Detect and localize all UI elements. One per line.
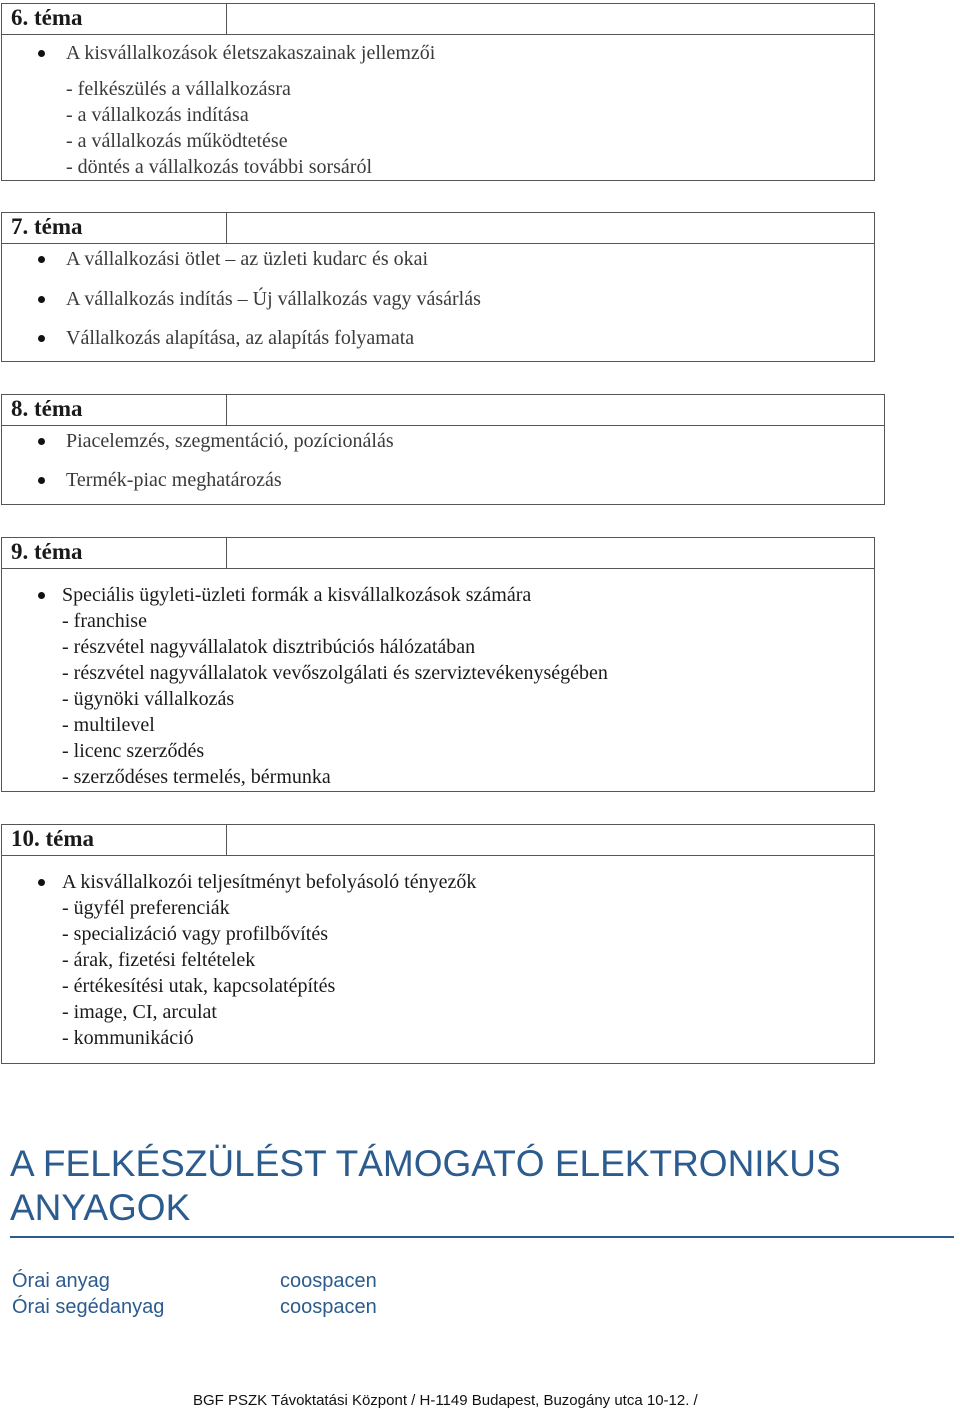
topic-6-item-2: - a vállalkozás indítása (66, 104, 249, 126)
topic-9-bullet-1: Speciális ügyleti-üzleti formák a kisvállalkozások számára (62, 584, 532, 606)
topic-header (1, 824, 227, 856)
bullet-icon (38, 879, 45, 886)
topic-6-header: 6. téma (11, 5, 83, 30)
topic-6-item-1: - felkészülés a vállalkozásra (66, 78, 291, 100)
topic-9-item-1: - franchise (62, 610, 147, 632)
bullet-icon (38, 438, 45, 445)
topic-10-item-6: - kommunikáció (62, 1027, 194, 1049)
bullet-icon (38, 592, 45, 599)
topic-9-box (1, 537, 875, 792)
topic-9-item-3: - részvétel nagyvállalatok vevőszolgálati és szerviztevékenységében (62, 662, 608, 684)
topic-7-bullet-1: A vállalkozási ötlet – az üzleti kudarc és okai (66, 248, 429, 270)
topic-header (1, 537, 227, 569)
topic-header (1, 394, 227, 426)
topic-9-item-4: - ügynöki vállalkozás (62, 688, 235, 710)
page-footer: BGF PSZK Távoktatási Központ / H-1149 Budapest, Buzogány utca 10-12. / (193, 1392, 698, 1409)
topic-9-item-7: - szerződéses termelés, bérmunka (62, 766, 331, 788)
bullet-icon (38, 335, 45, 342)
material-link-1[interactable]: coospacen (280, 1270, 377, 1292)
divider (226, 243, 874, 244)
material-name-1: Órai anyag (12, 1270, 110, 1292)
divider (226, 425, 884, 426)
topic-7-bullet-3: Vállalkozás alapítása, az alapítás folyamata (66, 327, 415, 349)
bullet-icon (38, 296, 45, 303)
material-name-2: Órai segédanyag (12, 1296, 165, 1318)
topic-header (1, 3, 227, 35)
topic-header (1, 212, 227, 244)
bullet-icon (38, 50, 45, 57)
topic-9-item-6: - licenc szerződés (62, 740, 205, 762)
topic-10-item-5: - image, CI, arculat (62, 1001, 217, 1023)
topic-7-bullet-2: A vállalkozás indítás – Új vállalkozás vagy vásárlás (66, 288, 481, 310)
topic-6-item-4: - döntés a vállalkozás további sorsáról (66, 156, 373, 178)
bullet-icon (38, 256, 45, 263)
topic-10-header: 10. téma (11, 826, 95, 851)
topic-9-header: 9. téma (11, 539, 83, 564)
topic-10-item-2: - specializáció vagy profilbővítés (62, 923, 329, 945)
topic-7-box (1, 212, 875, 362)
topic-10-item-4: - értékesítési utak, kapcsolatépítés (62, 975, 336, 997)
material-link-2[interactable]: coospacen (280, 1296, 377, 1318)
heading-rule (10, 1236, 954, 1238)
topic-8-header: 8. téma (11, 396, 83, 421)
topic-10-box (1, 824, 875, 1064)
materials-heading-line-2: ANYAGOK (10, 1187, 191, 1228)
topic-9-item-5: - multilevel (62, 714, 155, 736)
materials-heading-line-1: A FELKÉSZÜLÉST TÁMOGATÓ ELEKTRONIKUS (10, 1143, 841, 1184)
topic-6-bullet-1: A kisvállalkozások életszakaszainak jellemzői (66, 42, 436, 64)
topic-10-item-3: - árak, fizetési feltételek (62, 949, 256, 971)
topic-8-bullet-2: Termék-piac meghatározás (66, 469, 282, 491)
topic-6-box (1, 3, 875, 181)
topic-8-bullet-1: Piacelemzés, szegmentáció, pozícionálás (66, 430, 394, 452)
divider (226, 34, 874, 35)
topic-6-item-3: - a vállalkozás működtetése (66, 130, 288, 152)
divider (226, 568, 874, 569)
bullet-icon (38, 477, 45, 484)
topic-9-item-2: - részvétel nagyvállalatok disztribúciós hálózatában (62, 636, 476, 658)
topic-10-item-1: - ügyfél preferenciák (62, 897, 230, 919)
topic-10-bullet-1: A kisvállalkozói teljesítményt befolyásoló tényezők (62, 871, 477, 893)
divider (226, 855, 874, 856)
materials-heading (10, 1142, 930, 1230)
topic-7-header: 7. téma (11, 214, 83, 239)
topic-8-box (1, 394, 885, 505)
